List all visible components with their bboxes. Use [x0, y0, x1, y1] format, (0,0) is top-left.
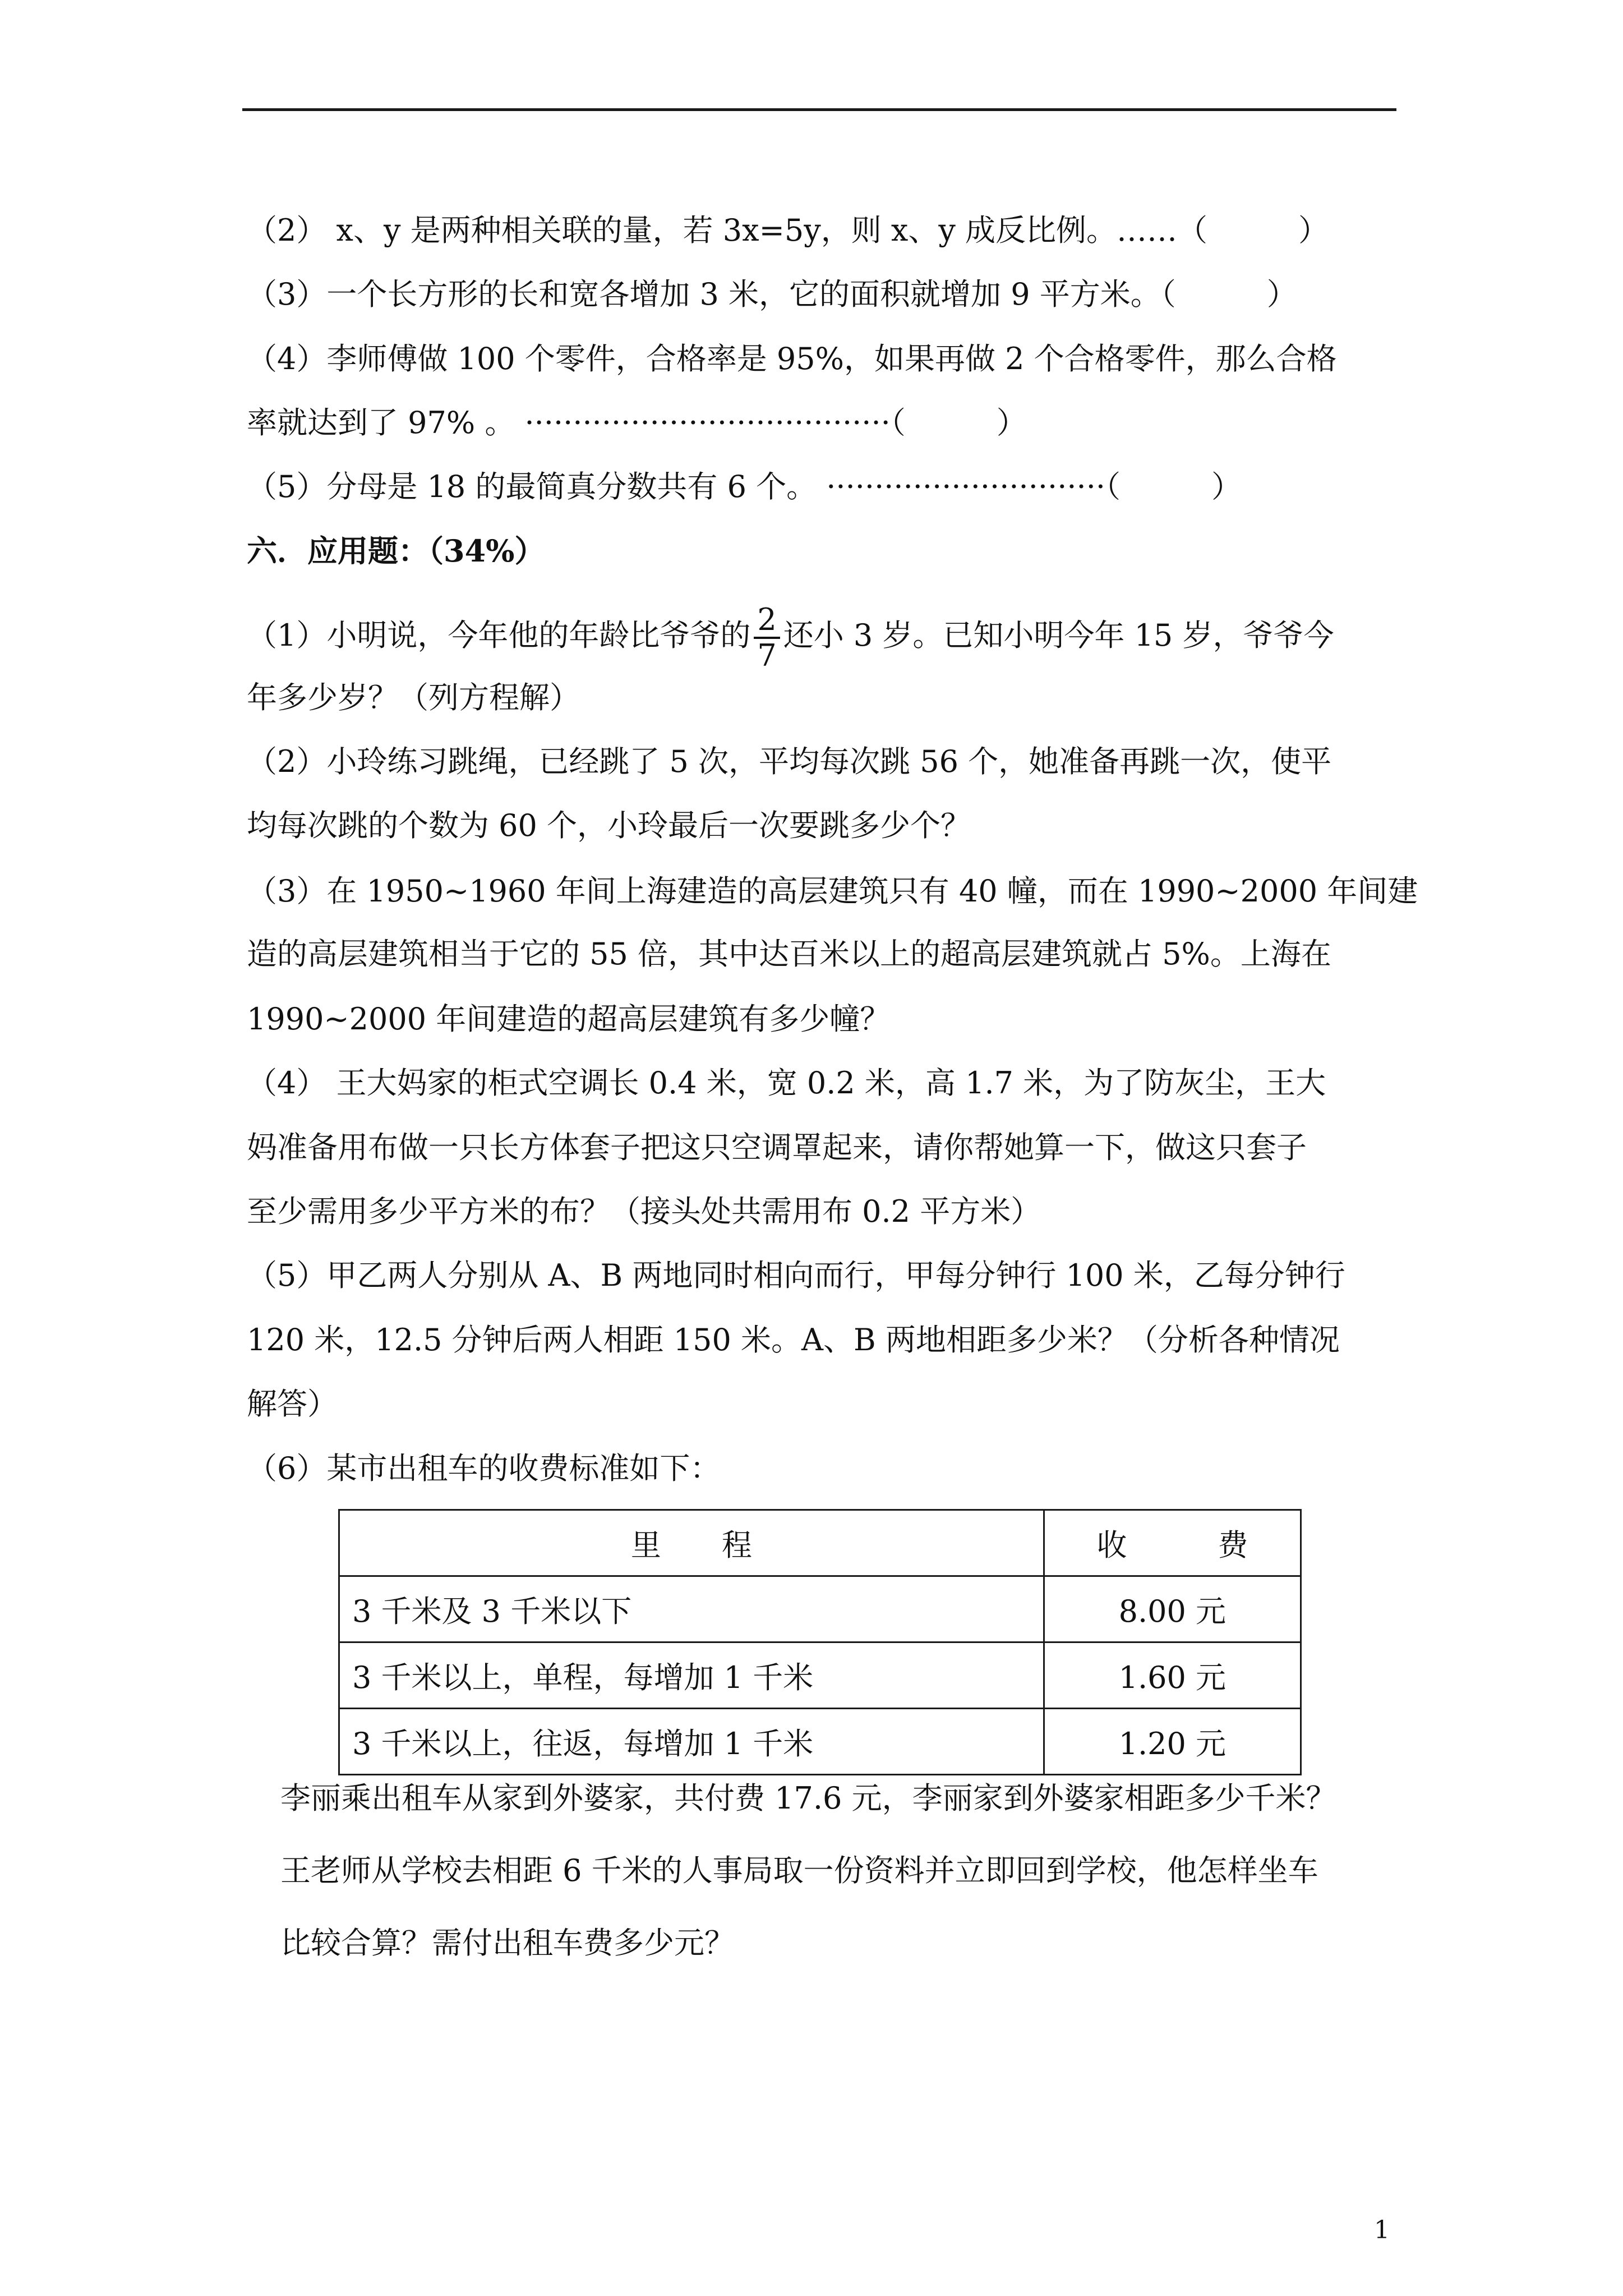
- problem-4-line3: 至少需用多少平方米的布？（接头处共需用布 0.2 平方米）: [247, 1194, 1041, 1229]
- problem-1-text-before: （1）小明说，今年他的年龄比爷爷的: [247, 618, 751, 653]
- problem-2-line1: （2）小玲练习跳绳，已经跳了 5 次，平均每次跳 56 个，她准备再跳一次，使平: [247, 744, 1332, 779]
- problem-2-line2: 均每次跳的个数为 60 个，小玲最后一次要跳多少个？: [247, 808, 971, 843]
- problem-6-question-2-line1: 王老师从学校去相距 6 千米的人事局取一份资料并立即回到学校，他怎样坐车: [280, 1853, 1318, 1888]
- fraction-denominator: 7: [757, 638, 777, 673]
- header-rule: [242, 108, 1396, 111]
- row-distance: 3 千米以上，单程，每增加 1 千米: [339, 1642, 1044, 1709]
- problem-1-line2: 年多少岁？（列方程解）: [247, 680, 580, 715]
- table-row: [339, 1642, 1301, 1709]
- problem-6-question-2-line2: 比较合算？需付出租车费多少元？: [280, 1925, 735, 1961]
- header-fee: 收 费: [1044, 1510, 1301, 1576]
- problem-1-line1: [247, 603, 1334, 673]
- problem-4-line1: （4） 王大妈家的柜式空调长 0.4 米，宽 0.2 米，高 1.7 米，为了防灰尘，王大: [247, 1065, 1326, 1101]
- row-distance: 3 千米以上，往返，每增加 1 千米: [339, 1709, 1044, 1775]
- section-heading: 六．应用题：（34%）: [247, 533, 545, 569]
- fraction-numerator: 2: [754, 603, 780, 639]
- page-number: 1: [1374, 2216, 1390, 2244]
- row-fee: 1.20 元: [1044, 1709, 1301, 1775]
- problem-5-line2: 120 米，12.5 分钟后两人相距 150 米。A、B 两地相距多少米？（分析各种情况: [247, 1322, 1340, 1358]
- taxi-fee-table: [338, 1509, 1302, 1775]
- problem-3-line1: （3）在 1950~1960 年间上海建造的高层建筑只有 40 幢，而在 1990~2000 年间建: [247, 873, 1418, 909]
- table-header-row: [339, 1510, 1301, 1576]
- problem-5-line1: （5）甲乙两人分别从 A、B 两地同时相向而行，甲每分钟行 100 米，乙每分钟行: [247, 1258, 1345, 1293]
- judge-item-4-line1: （4）李师傅做 100 个零件，合格率是 95%，如果再做 2 个合格零件，那么合格: [247, 341, 1337, 376]
- row-fee: 8.00 元: [1044, 1576, 1301, 1642]
- table-row: [339, 1576, 1301, 1642]
- judge-item-3: （3）一个长方形的长和宽各增加 3 米，它的面积就增加 9 平方米。（ ）: [247, 277, 1297, 312]
- judge-item-4-line2: 率就达到了 97% 。 ······································（ ）: [247, 405, 1027, 440]
- judge-item-2: （2） x、y 是两种相关联的量，若 3x=5y，则 x、y 成反比例。……（ ）: [247, 213, 1329, 248]
- problem-1-text-after: 还小 3 岁。已知小明今年 15 岁，爷爷今: [783, 618, 1334, 653]
- row-fee: 1.60 元: [1044, 1642, 1301, 1709]
- problem-6-question-1: 李丽乘出租车从家到外婆家，共付费 17.6 元，李丽家到外婆家相距多少千米？: [280, 1780, 1336, 1816]
- problem-5-line3: 解答）: [247, 1386, 338, 1421]
- judge-item-5: （5）分母是 18 的最简真分数共有 6 个。 ·····························（ ）: [247, 469, 1242, 504]
- table-row: [339, 1709, 1301, 1775]
- fraction-two-sevenths: [754, 603, 780, 673]
- problem-3-line3: 1990~2000 年间建造的超高层建筑有多少幢？: [247, 1001, 891, 1037]
- problem-3-line2: 造的高层建筑相当于它的 55 倍，其中达百米以上的超高层建筑就占 5%。上海在: [247, 936, 1331, 972]
- row-distance: 3 千米及 3 千米以下: [339, 1576, 1044, 1642]
- problem-4-line2: 妈准备用布做一只长方体套子把这只空调罩起来，请你帮她算一下，做这只套子: [247, 1130, 1307, 1165]
- problem-6-line1: （6）某市出租车的收费标准如下：: [247, 1451, 721, 1486]
- header-distance: 里 程: [339, 1510, 1044, 1576]
